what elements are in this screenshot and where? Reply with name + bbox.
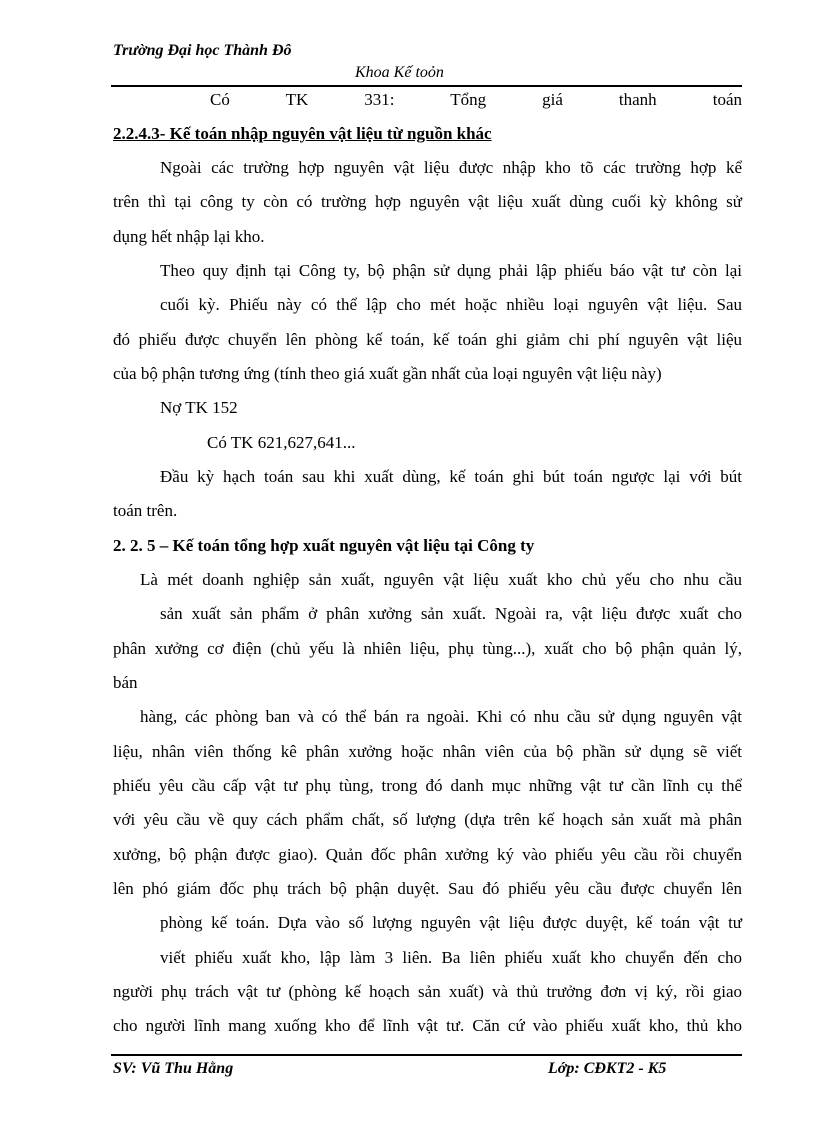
body-line: Đầu kỳ hạch toán sau khi xuất dùng, kế toán ghi bút toán ngược lại với bút — [160, 467, 742, 486]
body-line: xưởng, bộ phận được giao). Quản đốc phân xưởng ký vào phiếu yêu cầu rồi chuyển — [113, 845, 742, 864]
section-heading: 2.2.4.3- Kế toán nhập nguyên vật liệu từ nguồn khác — [113, 124, 492, 143]
body-line: phiếu yêu cầu cấp vật tư phụ tùng, trong đó danh mục những vật tư cần lĩnh cụ thể — [113, 776, 742, 795]
body-line: Theo quy định tại Công ty, bộ phận sử dụng phải lập phiếu báo vật tư còn lại — [160, 261, 742, 280]
footer-class: Lớp: CĐKT2 - K5 — [548, 1060, 667, 1077]
body-line: của bộ phận tương ứng (tính theo giá xuất gần nhất của loại nguyên vật liệu này) — [113, 364, 662, 383]
body-line: hàng, các phòng ban và có thể bán ra ngoài. Khi có nhu cầu sử dụng nguyên vật — [140, 707, 742, 726]
footer-rule — [111, 1054, 742, 1056]
footer-student: SV: Vũ Thu Hằng — [113, 1060, 234, 1077]
body-line: cuối kỳ. Phiếu này có thể lập cho mét hoặc nhiều loại nguyên vật liệu. Sau — [160, 295, 742, 314]
body-line: toán trên. — [113, 501, 178, 520]
header-school: Trường Đại học Thành Đô — [113, 42, 292, 59]
body-line: bán — [113, 673, 138, 692]
body-line: đó phiếu được chuyển lên phòng kế toán, kế toán ghi giảm chi phí nguyên vật liệu — [113, 330, 742, 349]
body-line: với yêu cầu về quy cách phẩm chất, số lượng (dựa trên kế hoạch sản xuất mà phân — [113, 810, 742, 829]
header-rule — [111, 85, 742, 87]
body-line: lên phó giám đốc phụ trách bộ phận duyệt. Sau đó phiếu yêu cầu được chuyển lên — [113, 879, 742, 898]
body-line: phân xưởng cơ điện (chủ yếu là nhiên liệu, phụ tùng...), xuất cho bộ phận quản lý, — [113, 639, 742, 658]
body-line: dụng hết nhập lại kho. — [113, 227, 265, 246]
body-line: Là mét doanh nghiệp sản xuất, nguyên vật liệu xuất kho chủ yếu cho nhu cầu — [140, 570, 742, 589]
body-line: Có TK 621,627,641... — [207, 433, 356, 452]
body-line: Ngoài các trường hợp nguyên vật liệu được nhập kho tõ các trường hợp kể — [160, 158, 742, 177]
body-line: viết phiếu xuất kho, lập làm 3 liên. Ba liên phiếu xuất kho chuyển đến cho — [160, 948, 742, 967]
body-line: trên thì tại công ty còn có trường hợp nguyên vật liệu xuất dùng cuối kỳ không sử — [113, 192, 742, 211]
body-line: Có TK 331: Tổng giá thanh toán — [210, 90, 742, 109]
header-department: Khoa Kế toỏn — [355, 64, 444, 81]
body-line: cho người lĩnh mang xuống kho để lĩnh vật tư. Căn cứ vào phiếu xuất kho, thủ kho — [113, 1016, 742, 1035]
body-line: người phụ trách vật tư (phòng kế hoạch sản xuất) và thủ trưởng đơn vị ký, rồi giao — [113, 982, 742, 1001]
section-heading: 2. 2. 5 – Kế toán tổng hợp xuất nguyên vật liệu tại Công ty — [113, 536, 535, 555]
body-line: phòng kế toán. Dựa vào số lượng nguyên vật liệu được duyệt, kế toán vật tư — [160, 913, 742, 932]
body-line: sản xuất sản phẩm ở phân xưởng sản xuất. Ngoài ra, vật liệu được xuất cho — [160, 604, 742, 623]
body-line: Nợ TK 152 — [160, 398, 238, 417]
body-line: liệu, nhân viên thống kê phân xưởng hoặc nhân viên của bộ phần sử dụng sẽ viết — [113, 742, 742, 761]
